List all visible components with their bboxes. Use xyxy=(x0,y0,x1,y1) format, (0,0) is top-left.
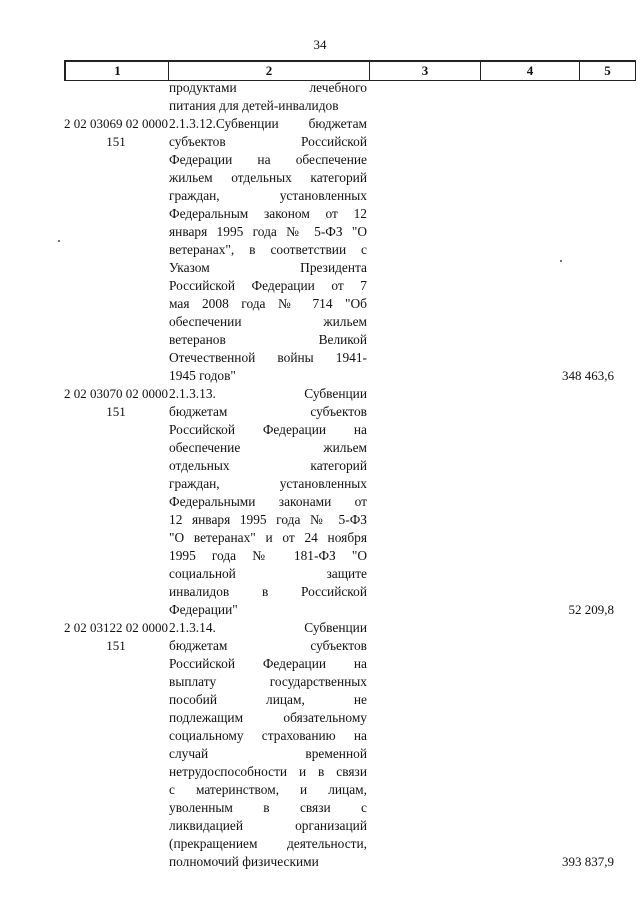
description-line: жильем отдельных категорий xyxy=(169,170,367,185)
scan-speck xyxy=(560,260,562,262)
table-row xyxy=(64,115,636,385)
description-line: января 1995 года № 5-ФЗ "О xyxy=(169,224,367,239)
column-header-3: 3 xyxy=(369,62,480,80)
description-line: 1945 годов" xyxy=(169,368,236,383)
column-header-5: 5 xyxy=(579,62,636,80)
description-line: мая 2008 года № 714 "Об xyxy=(169,296,367,311)
description xyxy=(169,619,367,871)
description-line: субъектов Российской xyxy=(169,134,367,149)
column-header-4: 4 xyxy=(480,62,579,80)
description-line: полномочий физическими xyxy=(169,854,319,869)
description-line: Федеральным законом от 12 xyxy=(169,206,367,221)
description-line: 12 января 1995 года № 5-ФЗ xyxy=(169,512,367,527)
description-line: социальному страхованию на xyxy=(169,728,367,743)
description-line: случай временной xyxy=(169,746,367,761)
table-row xyxy=(64,385,636,619)
description-line: Российской Федерации на xyxy=(169,656,367,671)
amount: 348 463,6 xyxy=(562,368,614,383)
description-line: 2.1.3.14. Субвенции xyxy=(169,620,367,635)
description-line: 2.1.3.13. Субвенции xyxy=(169,386,367,401)
description-line: (прекращением деятельности, xyxy=(169,836,367,851)
description-line: отдельных категорий xyxy=(169,458,367,473)
description-line: Российской Федерации от 7 xyxy=(169,278,367,293)
description-line: уволенным в связи с xyxy=(169,800,367,815)
description-line: Федерации" xyxy=(169,602,238,617)
description-line: питания для детей-инвалидов xyxy=(169,98,339,113)
description xyxy=(169,115,367,385)
amount: 52 209,8 xyxy=(568,602,614,617)
page-number: 34 xyxy=(313,37,327,52)
description-line: Отечественной войны 1941- xyxy=(169,350,367,365)
description-line: подлежащим обязательному xyxy=(169,710,367,725)
budget-code: 2 02 03069 02 0000 151 xyxy=(64,116,168,149)
table-row xyxy=(64,79,636,115)
description xyxy=(169,79,367,115)
description-line: граждан, установленных xyxy=(169,188,367,203)
scan-speck xyxy=(58,240,60,242)
description-line: граждан, установленных xyxy=(169,476,367,491)
description-line: 2.1.3.12.Субвенции бюджетам xyxy=(169,116,367,131)
column-header-1: 1 xyxy=(64,62,169,80)
column-header-2: 2 xyxy=(168,62,369,80)
description-line: Указом Президента xyxy=(169,260,367,275)
description-line: Федерации на обеспечение xyxy=(169,152,367,167)
description-line: выплату государственных xyxy=(169,674,367,689)
amount: 393 837,9 xyxy=(562,854,614,869)
description-line: ветеранах", в соответствии с xyxy=(169,242,367,257)
description-line: социальной защите xyxy=(169,566,367,581)
description-line: бюджетам субъектов xyxy=(169,638,367,653)
description-line: 1995 года № 181-ФЗ "О xyxy=(169,548,367,563)
description-line: продуктами лечебного xyxy=(169,80,367,95)
description-line: ликвидацией организаций xyxy=(169,818,367,833)
budget-code: 2 02 03122 02 0000 151 xyxy=(64,620,168,653)
description-line: нетрудоспособности и в связи xyxy=(169,764,367,779)
description-line: ветеранов Великой xyxy=(169,332,367,347)
description-line: пособий лицам, не xyxy=(169,692,367,707)
budget-code: 2 02 03070 02 0000 151 xyxy=(64,386,168,419)
table-body xyxy=(64,79,636,871)
table-header xyxy=(64,60,636,81)
description xyxy=(169,385,367,619)
description-line: обеспечении жильем xyxy=(169,314,367,329)
description-line: с материнством, и лицам, xyxy=(169,782,367,797)
table-row xyxy=(64,619,636,871)
description-line: инвалидов в Российской xyxy=(169,584,367,599)
description-line: "О ветеранах" и от 24 ноября xyxy=(169,530,367,545)
description-line: Российской Федерации на xyxy=(169,422,367,437)
description-line: обеспечение жильем xyxy=(169,440,367,455)
description-line: бюджетам субъектов xyxy=(169,404,367,419)
description-line: Федеральными законами от xyxy=(169,494,367,509)
